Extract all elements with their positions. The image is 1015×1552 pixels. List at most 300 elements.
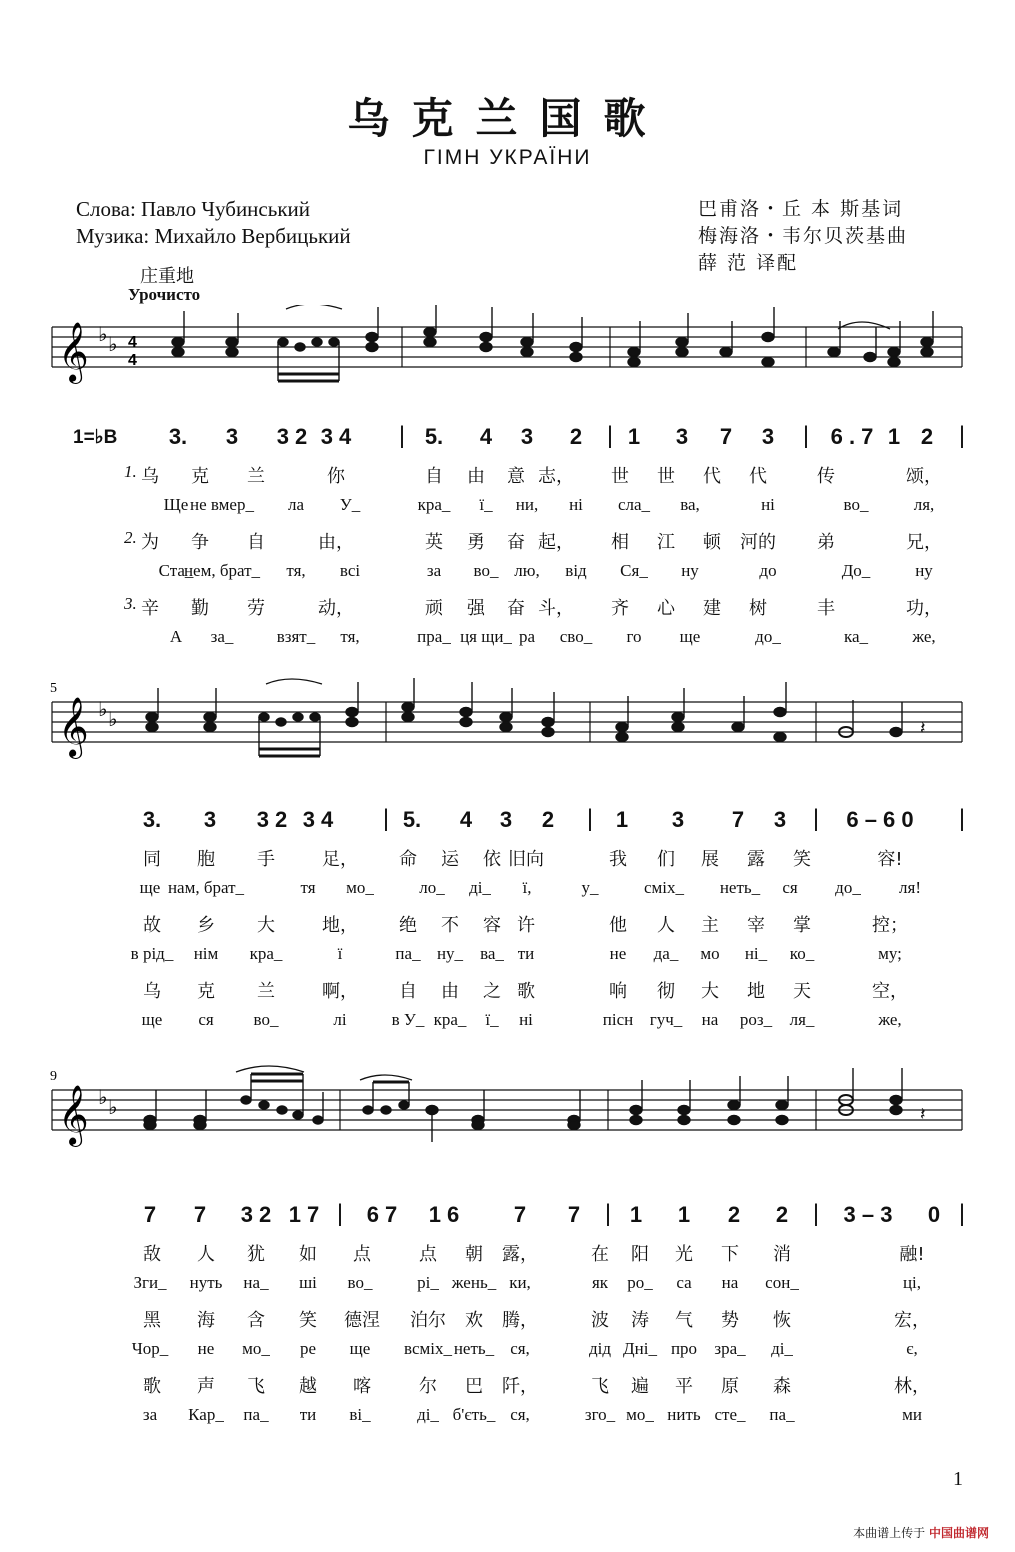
- lyric-word: мо_: [242, 1339, 270, 1358]
- flat-icon: ♭: [98, 697, 108, 721]
- lyric-word: нить: [667, 1405, 701, 1424]
- rest-icon: 𝄽: [920, 1104, 926, 1125]
- lyric-word: 齐: [611, 598, 629, 619]
- lyric-word: ла: [287, 495, 305, 514]
- lyric-word: нам, брат_: [167, 878, 245, 897]
- lyric-line: [0, 1339, 1015, 1369]
- lyric-word: 融!: [899, 1244, 925, 1265]
- lyric-word: У_: [339, 495, 361, 514]
- lyric-line: [0, 462, 1015, 492]
- barline: |: [958, 805, 966, 832]
- lyric-word: 丰: [817, 598, 835, 619]
- lyric-word: 辛: [141, 598, 159, 619]
- barline: |: [586, 805, 594, 832]
- lyric-word: 容: [483, 915, 501, 936]
- lyric-word: па_: [769, 1405, 795, 1424]
- lyric-line: [0, 1240, 1015, 1270]
- lyric-word: 响: [609, 981, 627, 1002]
- lyric-word: 展: [701, 849, 719, 870]
- lyric-word: 功，: [906, 598, 942, 619]
- lyric-word: сте_: [714, 1405, 746, 1424]
- lyric-word: ся: [782, 878, 798, 897]
- staff-system-2: [0, 670, 1015, 760]
- lyric-word: 涛: [631, 1310, 649, 1331]
- lyric-word: ся,: [510, 1405, 530, 1424]
- lyric-word: ні: [519, 1010, 533, 1029]
- jianpu-note: 3: [499, 807, 513, 832]
- lyric-word: 巴: [465, 1376, 483, 1397]
- lyric-word: ми: [902, 1405, 922, 1424]
- lyric-word: 露，: [502, 1244, 538, 1265]
- key-signature: 1=♭B: [73, 427, 118, 448]
- lyric-word: мо_: [626, 1405, 654, 1424]
- lyric-word: 克: [191, 466, 209, 487]
- lyric-word: 泊尔: [410, 1310, 446, 1331]
- lyric-word: жень_: [451, 1273, 497, 1292]
- lyric-word: 足，: [322, 849, 358, 870]
- lyric-word: 兰: [257, 981, 275, 1002]
- lyric-word: ти: [517, 944, 535, 963]
- lyric-word: 势: [721, 1310, 739, 1331]
- lyric-word: ся,: [510, 1339, 530, 1358]
- lyric-word: 掌: [793, 915, 811, 936]
- lyric-word: 气: [675, 1310, 693, 1331]
- lyric-word: 英: [425, 532, 443, 553]
- lyric-word: мо_: [346, 878, 374, 897]
- lyric-line: [0, 495, 1015, 525]
- lyric-word: 兄，: [906, 532, 942, 553]
- composer-credit: Музика: Михайло Вербицький: [76, 224, 351, 248]
- lyric-word: всі: [339, 561, 361, 580]
- lyric-word: 颂，: [906, 466, 942, 487]
- lyric-word: 斗，: [538, 598, 574, 619]
- jianpu-note: 3: [203, 807, 217, 832]
- lyric-word: ді_: [771, 1339, 793, 1358]
- lyric-word: 不: [441, 915, 459, 936]
- lyric-word: ка_: [843, 627, 869, 646]
- lyric-word: сміх_: [643, 878, 685, 897]
- jianpu-note: 3: [675, 424, 689, 449]
- lyric-word: 故: [143, 915, 161, 936]
- lyric-line: [0, 944, 1015, 974]
- jianpu-note: 2: [775, 1202, 789, 1227]
- lyric-word: ді_: [417, 1405, 439, 1424]
- lyric-word: 同: [143, 849, 161, 870]
- lyric-word: 代: [749, 466, 767, 487]
- lyricist-credit: Слова: Павло Чубинський: [76, 197, 310, 221]
- lyric-word: ще: [679, 627, 701, 646]
- staff-system-3: [0, 1062, 1015, 1152]
- lyric-word: ро_: [627, 1273, 653, 1292]
- jianpu-note: 2: [569, 424, 583, 449]
- jianpu-row-1: [0, 420, 1015, 454]
- tempo-marking-zh: 庄重地: [140, 266, 194, 287]
- lyric-word: 地，: [322, 915, 358, 936]
- lyric-word: 建: [703, 598, 721, 619]
- lyric-word: 克: [197, 981, 215, 1002]
- lyric-word: 笑: [299, 1310, 317, 1331]
- barline: |: [812, 805, 820, 832]
- lyric-word: в У_: [391, 1010, 425, 1029]
- jianpu-note: 1: [887, 424, 901, 449]
- lyric-word: роз_: [739, 1010, 773, 1029]
- lyric-word: сла_: [617, 495, 651, 514]
- lyric-line: [0, 1306, 1015, 1336]
- lyric-word: 阳: [631, 1244, 649, 1265]
- lyric-word: же,: [878, 1010, 902, 1029]
- lyric-word: 之: [483, 981, 501, 1002]
- lyric-word: 尔: [419, 1376, 437, 1397]
- jianpu-note: 3 2: [276, 424, 308, 449]
- lyric-line: [0, 977, 1015, 1007]
- footer-prefix: 本曲谱上传于: [853, 1526, 926, 1540]
- lyric-word: пісн: [602, 1010, 634, 1029]
- lyric-word: 人: [197, 1244, 215, 1265]
- barline: |: [606, 422, 614, 449]
- lyric-word: тя,: [286, 561, 306, 580]
- lyric-word: 歌: [517, 981, 535, 1002]
- lyric-word: 乌: [141, 466, 159, 487]
- lyric-word: 平: [675, 1376, 693, 1397]
- lyric-word: нуть: [189, 1273, 223, 1292]
- jianpu-row-3: [0, 1198, 1015, 1232]
- lyric-word: 手: [257, 849, 275, 870]
- lyric-word: кра_: [433, 1010, 467, 1029]
- lyric-word: 奋: [507, 598, 525, 619]
- lyric-word: 主: [701, 915, 719, 936]
- lyric-word: не: [609, 944, 627, 963]
- jianpu-note: 5.: [424, 424, 444, 449]
- jianpu-note: 3 4: [302, 807, 334, 832]
- lyric-word: 飞: [591, 1376, 609, 1397]
- lyric-word: 们: [657, 849, 675, 870]
- lyric-word: ра: [518, 627, 536, 646]
- barline: |: [604, 1200, 612, 1227]
- lyric-word: кра_: [249, 944, 283, 963]
- lyric-word: сон_: [765, 1273, 799, 1292]
- lyric-word: 河的: [740, 532, 776, 553]
- lyric-word: ни,: [515, 495, 539, 514]
- lyric-word: 他: [609, 915, 627, 936]
- lyric-word: до_: [835, 878, 861, 897]
- lyric-word: 彻: [657, 981, 675, 1002]
- lyric-word: 海: [197, 1310, 215, 1331]
- lyric-word: 林，: [894, 1376, 930, 1397]
- jianpu-note: 3 – 3: [843, 1202, 893, 1227]
- lyric-word: взят_: [276, 627, 316, 646]
- lyric-word: 顽: [425, 598, 443, 619]
- lyric-word: 我: [609, 849, 627, 870]
- lyric-word: ї,: [522, 878, 532, 897]
- lyric-word: 大: [257, 915, 275, 936]
- lyric-word: Кар_: [188, 1405, 224, 1424]
- lyric-word: 笑: [793, 849, 811, 870]
- lyric-word: 森: [773, 1376, 791, 1397]
- treble-clef-icon: 𝄞: [58, 1085, 89, 1145]
- lyric-line: [0, 1273, 1015, 1303]
- lyric-line: [0, 594, 1015, 624]
- lyric-word: 相: [611, 532, 629, 553]
- lyric-word: ки,: [509, 1273, 531, 1292]
- jianpu-note: 3: [225, 424, 239, 449]
- measure-number: 5: [50, 681, 57, 696]
- lyric-word: 志，: [538, 466, 574, 487]
- lyric-word: 传: [817, 466, 835, 487]
- lyric-word: нім: [193, 944, 219, 963]
- lyric-line: [0, 911, 1015, 941]
- lyric-word: 容!: [877, 849, 903, 870]
- lyric-word: 兰: [247, 466, 265, 487]
- jianpu-note: 7: [731, 807, 745, 832]
- lyric-word: 啊，: [322, 981, 358, 1002]
- lyric-word: ко_: [789, 944, 815, 963]
- lyric-word: 欢: [465, 1310, 483, 1331]
- lyric-word: 顿: [703, 532, 721, 553]
- jianpu-note: 3: [761, 424, 775, 449]
- lyric-word: 黑: [143, 1310, 161, 1331]
- composer-credit-zh: 梅海洛・韦尔贝茨基曲: [698, 225, 909, 247]
- lyric-word: ші: [299, 1273, 317, 1292]
- lyric-word: в рід_: [130, 944, 174, 963]
- lyric-word: До_: [841, 561, 871, 580]
- lyric-word: ї_: [485, 1010, 499, 1029]
- lyric-word: за: [426, 561, 442, 580]
- lyric-word: 犹: [247, 1244, 265, 1265]
- barline: |: [802, 422, 810, 449]
- lyric-word: во_: [473, 561, 499, 580]
- lyric-word: дід: [588, 1339, 612, 1358]
- lyric-word: 由，: [318, 532, 354, 553]
- footer-brand: 中国曲谱网: [928, 1526, 989, 1540]
- jianpu-note: 1: [677, 1202, 691, 1227]
- treble-clef-icon: 𝄞: [58, 697, 89, 757]
- lyric-word: 点: [419, 1244, 437, 1265]
- jianpu-note: 2: [727, 1202, 741, 1227]
- jianpu-note: 7: [193, 1202, 207, 1227]
- lyric-word: 消: [773, 1244, 791, 1265]
- lyric-word: 下: [721, 1244, 739, 1265]
- jianpu-note: 6 . 7: [830, 424, 874, 449]
- lyric-word: 光: [675, 1244, 693, 1265]
- staff-system-1: [0, 305, 1015, 395]
- rest-icon: 𝄽: [920, 718, 926, 739]
- lyric-line: [0, 878, 1015, 908]
- lyric-word: 原: [721, 1376, 739, 1397]
- lyric-word: ва_: [480, 944, 504, 963]
- lyric-word: 地: [747, 981, 765, 1002]
- lyric-word: 点: [353, 1244, 371, 1265]
- svg-text:4: 4: [128, 352, 137, 369]
- jianpu-note: 6 7: [366, 1202, 398, 1227]
- lyric-word: 胞: [197, 849, 215, 870]
- lyric-word: 乌: [143, 981, 161, 1002]
- lyric-word: 遍: [631, 1376, 649, 1397]
- lyric-word: б'єть_: [452, 1405, 496, 1424]
- lyric-word: ля_: [789, 1010, 815, 1029]
- jianpu-note: 3.: [142, 807, 162, 832]
- lyric-word: тя,: [340, 627, 360, 646]
- lyric-word: на: [701, 1010, 719, 1029]
- lyric-word: 绝: [399, 915, 417, 936]
- lyric-word: го: [626, 627, 642, 646]
- lyric-word: ля,: [913, 495, 935, 514]
- jianpu-note: 2: [541, 807, 555, 832]
- lyric-word: у_: [581, 878, 599, 897]
- lyric-word: му;: [878, 944, 902, 963]
- lyric-line: [0, 561, 1015, 591]
- lyric-word: кра_: [417, 495, 451, 514]
- lyric-word: 自: [425, 466, 443, 487]
- jianpu-note: 1 6: [428, 1202, 460, 1227]
- lyric-word: 心: [657, 598, 675, 619]
- lyric-word: 世: [611, 466, 629, 487]
- lyric-word: не вмер_: [190, 495, 254, 514]
- jianpu-note: 4: [459, 807, 473, 832]
- lyric-word: 劳: [247, 598, 265, 619]
- jianpu-note: 0: [927, 1202, 941, 1227]
- lyric-word: 天: [793, 981, 811, 1002]
- lyric-word: ну_: [436, 944, 464, 963]
- page-title: 乌克兰国歌: [347, 94, 668, 143]
- jianpu-note: 1 7: [288, 1202, 320, 1227]
- jianpu-note: 3 2: [256, 807, 288, 832]
- lyric-word: 起，: [538, 532, 574, 553]
- lyric-word: 腾，: [502, 1310, 538, 1331]
- lyric-word: Дні_: [623, 1339, 657, 1358]
- lyric-word: 宰: [747, 915, 765, 936]
- lyric-line: [0, 528, 1015, 558]
- lyric-word: зра_: [714, 1339, 746, 1358]
- lyric-word: 勇: [467, 532, 485, 553]
- measure-number: 9: [50, 1069, 57, 1084]
- lyric-word: 强: [467, 598, 485, 619]
- lyric-word: ти: [299, 1405, 317, 1424]
- lyric-word: 依: [483, 849, 501, 870]
- lyric-word: від: [565, 561, 587, 580]
- jianpu-note: 7: [513, 1202, 527, 1227]
- lyric-word: 大: [701, 981, 719, 1002]
- jianpu-note: 3: [520, 424, 534, 449]
- lyric-word: 由: [467, 466, 485, 487]
- lyric-word: 敌: [143, 1244, 161, 1265]
- footer-watermark: [853, 1524, 989, 1541]
- lyric-word: ще: [349, 1339, 371, 1358]
- lyric-word: 乡: [197, 915, 215, 936]
- lyric-word: ця щи_: [460, 627, 512, 646]
- lyric-word: гуч_: [649, 1010, 683, 1029]
- lyric-word: 代: [703, 466, 721, 487]
- jianpu-note: 4: [479, 424, 493, 449]
- barline: |: [336, 1200, 344, 1227]
- lyric-word: 为: [141, 532, 159, 553]
- lyric-word: 争: [191, 532, 209, 553]
- lyric-word: 树: [749, 598, 767, 619]
- lyric-word: 在: [591, 1244, 609, 1265]
- lyric-word: ну: [681, 561, 699, 580]
- lyric-word: во_: [253, 1010, 279, 1029]
- lyric-line: [0, 627, 1015, 657]
- lyric-word: Ста_: [158, 561, 194, 580]
- lyric-word: во_: [347, 1273, 373, 1292]
- lyric-word: 世: [657, 466, 675, 487]
- lyric-word: неть_: [719, 878, 761, 897]
- page-number: 1: [953, 1468, 963, 1490]
- lyric-word: па_: [243, 1405, 269, 1424]
- lyric-word: 恢: [773, 1310, 791, 1331]
- lyric-word: 勤: [191, 598, 209, 619]
- lyric-word: 波: [591, 1310, 609, 1331]
- lyric-word: ло_: [419, 878, 445, 897]
- flat-icon: ♭: [108, 707, 118, 731]
- jianpu-note: 7: [143, 1202, 157, 1227]
- lyric-line: [0, 1372, 1015, 1402]
- treble-clef-icon: 𝄞: [58, 322, 89, 382]
- jianpu-note: 3: [671, 807, 685, 832]
- lyric-word: за_: [210, 627, 234, 646]
- lyric-word: 含: [247, 1310, 265, 1331]
- lyric-word: 你: [327, 466, 345, 487]
- lyric-word: 飞: [247, 1376, 265, 1397]
- lyric-word: да_: [653, 944, 679, 963]
- lyric-word: ні_: [744, 944, 768, 963]
- lyric-word: мо: [700, 944, 720, 963]
- lyric-word: 自: [247, 532, 265, 553]
- lyric-word: про: [670, 1339, 698, 1358]
- lyric-word: 朝: [465, 1244, 483, 1265]
- lyric-word: не: [197, 1339, 215, 1358]
- flat-icon: ♭: [108, 332, 118, 356]
- lyric-word: 阡，: [502, 1376, 538, 1397]
- lyric-word: 命: [399, 849, 417, 870]
- lyric-line: [0, 845, 1015, 875]
- verse-number: 1.: [124, 462, 137, 481]
- lyric-word: зго_: [584, 1405, 616, 1424]
- lyric-word: пра_: [417, 627, 451, 646]
- flat-icon: ♭: [98, 1085, 108, 1109]
- lyric-word: 声: [197, 1376, 215, 1397]
- translator-credit-zh: 薛 范 译配: [698, 252, 799, 274]
- barline: |: [958, 422, 966, 449]
- lyric-word: рі_: [417, 1273, 439, 1292]
- lyric-word: ді_: [469, 878, 491, 897]
- lyric-word: 自: [399, 981, 417, 1002]
- barline: |: [398, 422, 406, 449]
- lyric-word: як: [591, 1273, 609, 1292]
- lyric-word: ї: [337, 944, 343, 963]
- lyric-word: Ся_: [620, 561, 648, 580]
- verse-number: 2.: [124, 528, 137, 547]
- lyric-word: 空，: [872, 981, 908, 1002]
- lyric-word: всміх_: [404, 1339, 452, 1358]
- verse-number: 3.: [124, 594, 137, 613]
- lyric-word: са: [676, 1273, 692, 1292]
- lyric-word: ці,: [902, 1273, 922, 1292]
- lyric-word: ре: [299, 1339, 317, 1358]
- lyric-word: лю,: [514, 561, 540, 580]
- lyric-word: ля!: [899, 878, 921, 897]
- lyric-word: 歌: [143, 1376, 161, 1397]
- lyric-word: тя: [300, 878, 316, 897]
- lyric-word: 宏，: [894, 1310, 930, 1331]
- jianpu-note: 1: [629, 1202, 643, 1227]
- jianpu-note: 3 4: [320, 424, 352, 449]
- lyric-word: 越: [299, 1376, 317, 1397]
- jianpu-note: 3 2: [240, 1202, 272, 1227]
- lyric-word: ну: [915, 561, 933, 580]
- lyric-word: Зги_: [133, 1273, 167, 1292]
- barline: |: [382, 805, 390, 832]
- lyric-word: до_: [755, 627, 781, 646]
